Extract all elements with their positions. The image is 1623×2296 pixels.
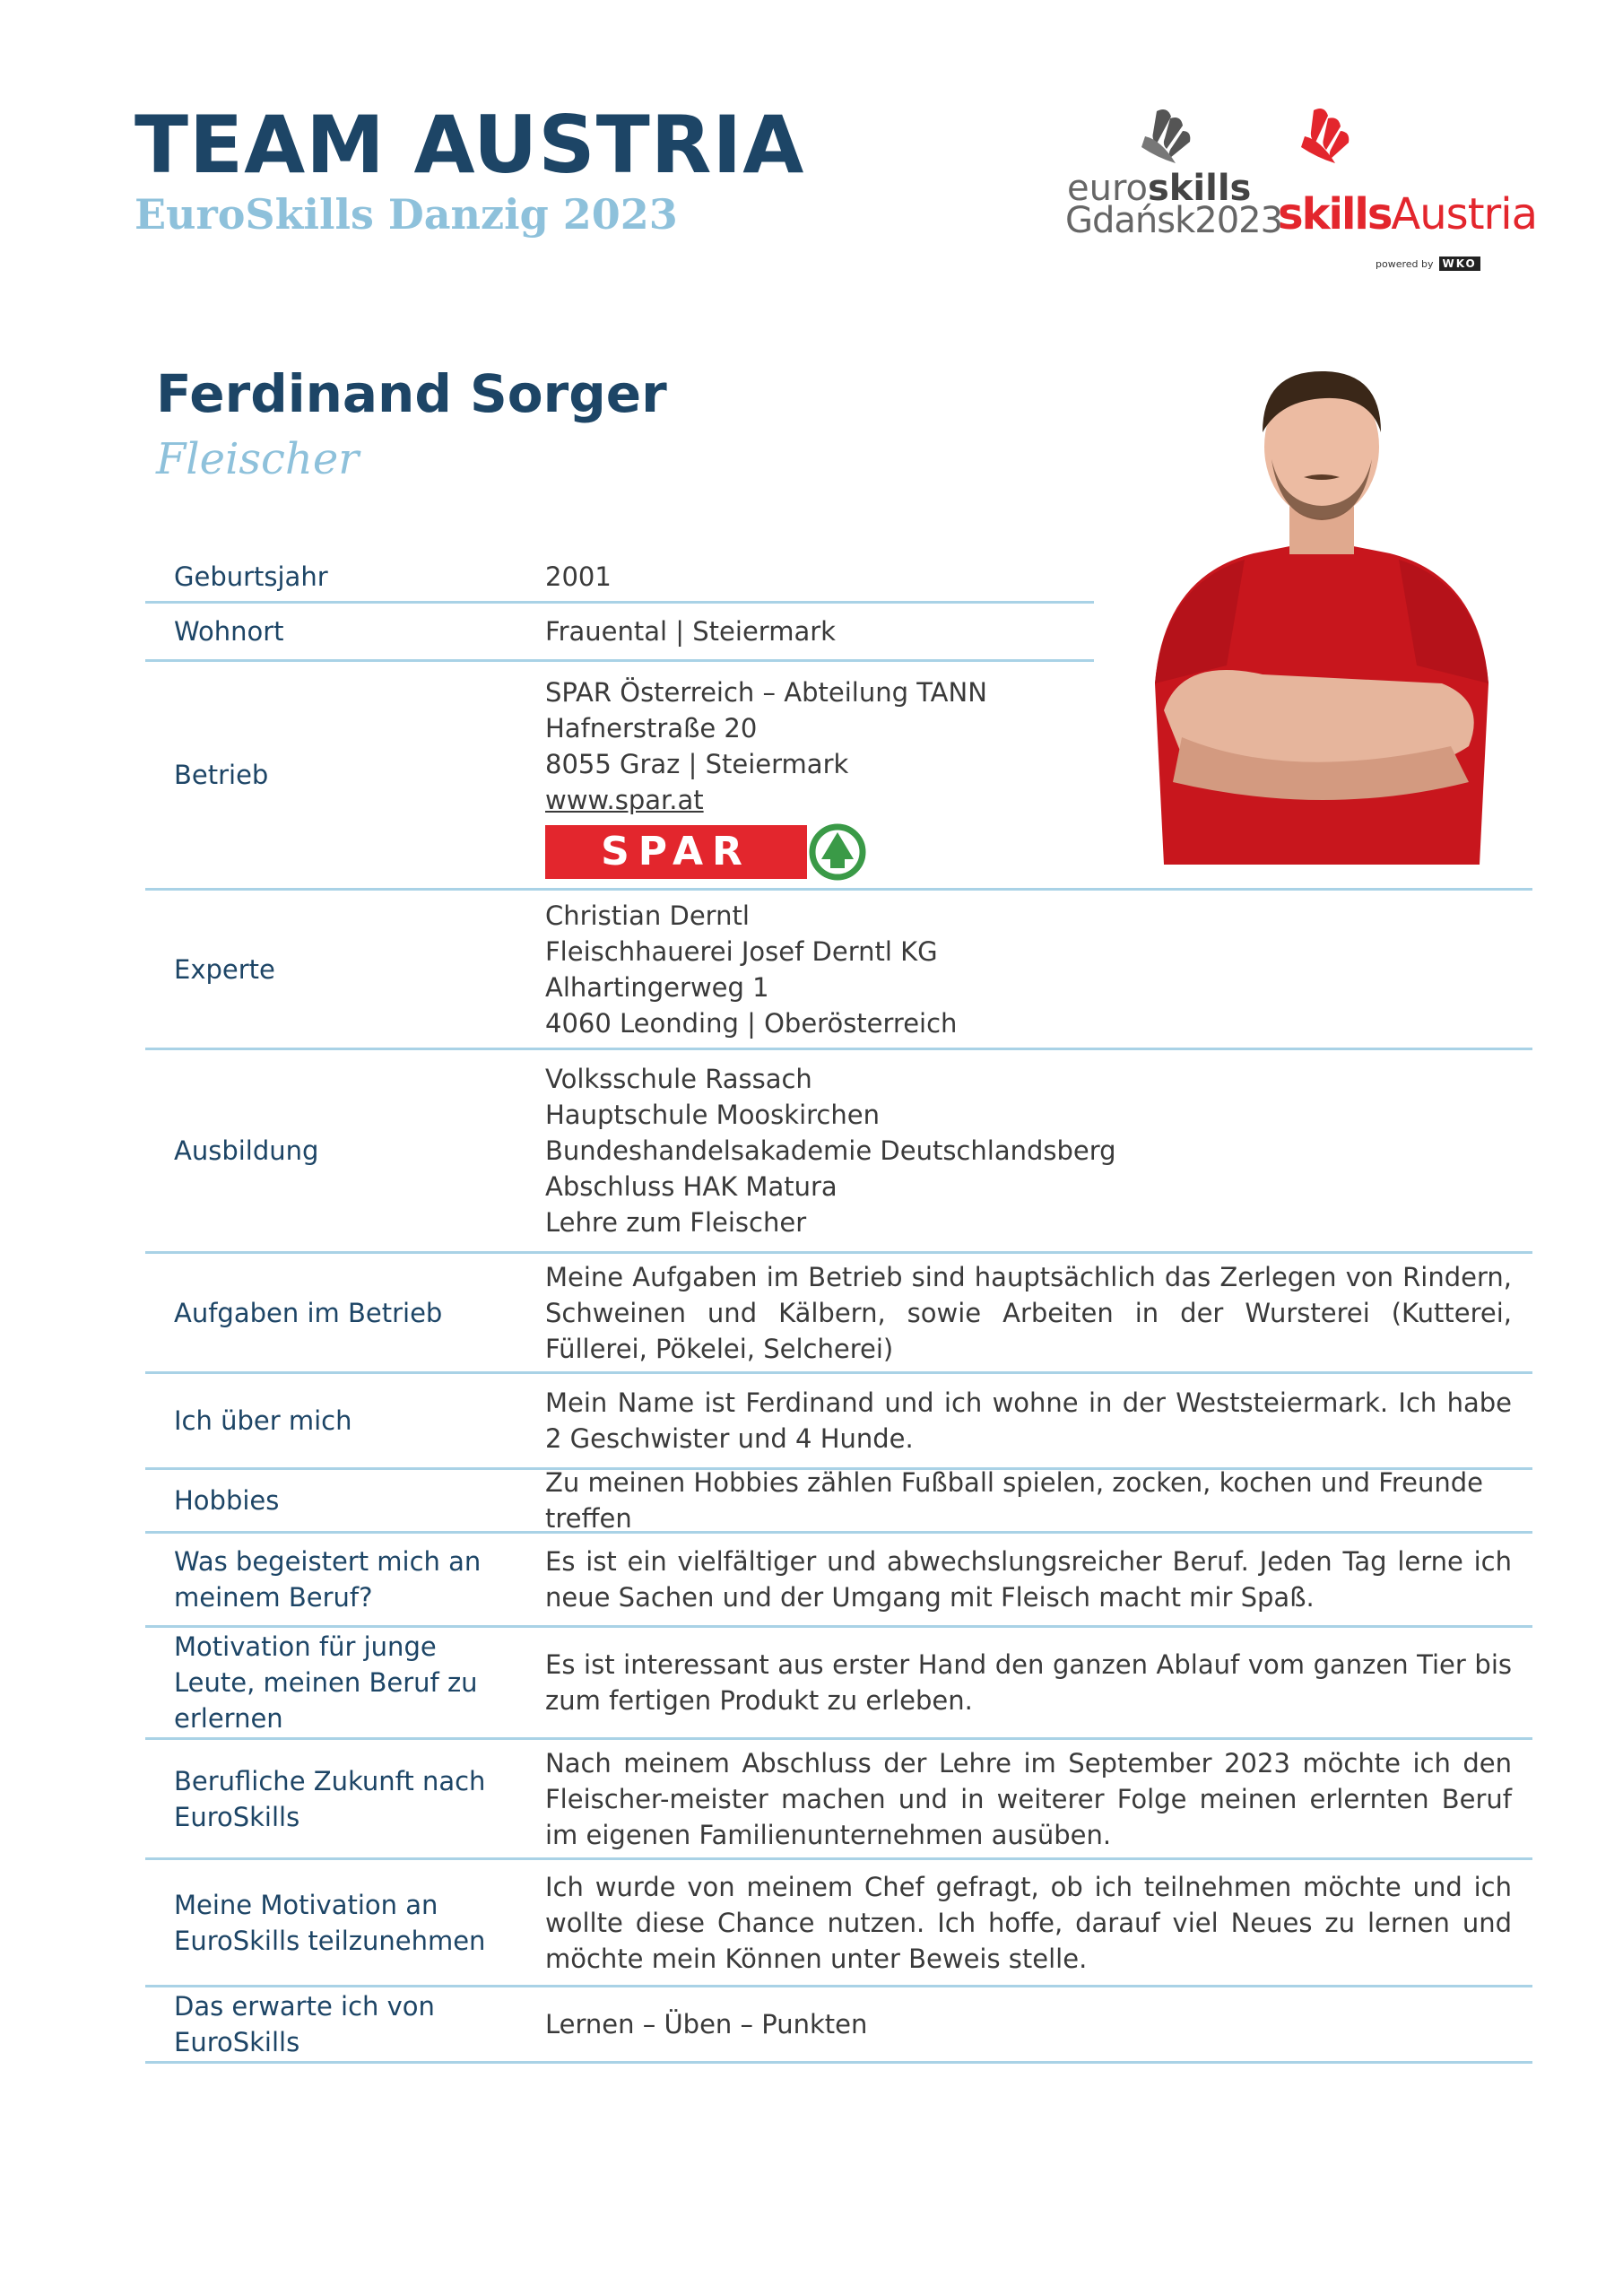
label-zukunft: Berufliche Zukunft nach EuroSkills: [174, 1765, 486, 1832]
value-experte: [545, 891, 1512, 1048]
label-motivation-junge: Motivation für junge Leute, meinen Beruf zu erlernen: [174, 1631, 478, 1734]
ausbildung-line: Volksschule Rassach: [545, 1064, 812, 1094]
row-hobbies: [145, 1467, 1532, 1534]
row-betrieb: [145, 662, 1532, 891]
ausbildung-line: Lehre zum Fleischer: [545, 1207, 807, 1238]
label-wohnort: Wohnort: [174, 616, 284, 647]
label-motivation-teilnahme: Meine Motivation an EuroSkills teilzunehmen: [174, 1889, 486, 1956]
betrieb-line: Hafnerstraße 20: [545, 713, 758, 744]
experte-line: 4060 Leonding | Oberösterreich: [545, 1007, 958, 1039]
experte-line: Christian Derntl: [545, 900, 750, 931]
value-zukunft: Nach meinem Abschluss der Lehre im September 2023 möchte ich den Fleischer-meister machen und in weiterer Folge meinen erlernten Beruf im eigenen Familienunternehmen ausüben.: [545, 1747, 1512, 1850]
label-ausbildung: Ausbildung: [174, 1135, 319, 1166]
spar-logo: [545, 823, 868, 881]
row-zukunft: [145, 1740, 1532, 1860]
ausbildung-line: Abschluss HAK Matura: [545, 1171, 838, 1202]
label-experte: Experte: [174, 953, 275, 985]
row-aufgaben: [145, 1254, 1532, 1374]
event-subtitle: EuroSkills Danzig 2023: [135, 190, 678, 239]
value-motivation-teilnahme: Ich wurde von meinem Chef gefragt, ob ich teilnehmen möchte und ich wollte diese Chance nutzen. Ich hoffe, darauf viel Neues zu lernen und möchte mein Können unter Beweis stelle.: [545, 1871, 1512, 1974]
person-name: Ferdinand Sorger: [156, 363, 667, 424]
label-hobbies: Hobbies: [174, 1485, 280, 1516]
value-erwartung: Lernen – Üben – Punkten: [545, 2009, 868, 2039]
label-erwartung: Das erwarte ich von EuroSkills: [174, 1991, 435, 2057]
skillsaustria-logo-text: skillsAustria: [1278, 189, 1537, 239]
row-ausbildung: [145, 1050, 1532, 1254]
powered-by: powered by WKO: [1376, 257, 1480, 271]
ausbildung-line: Hauptschule Mooskirchen: [545, 1100, 880, 1130]
value-hobbies: Zu meinen Hobbies zählen Fußball spielen, zocken, kochen und Freunde treffen: [545, 1467, 1483, 1534]
experte-line: Fleischhauerei Josef Derntl KG: [545, 935, 938, 967]
value-wohnort: Frauental | Steiermark: [545, 616, 836, 647]
row-experte: [145, 891, 1532, 1050]
euroskills-logo-city: Gdańsk2023: [1065, 200, 1283, 241]
value-ausbildung: [545, 1050, 1512, 1251]
spar-logo-text: SPAR: [601, 829, 751, 874]
value-begeistert: Es ist ein vielfältiger und abwechslungsreicher Beruf. Jeden Tag lerne ich neue Sachen und der Umgang mit Fleisch macht mir Spaß.: [545, 1546, 1512, 1613]
value-aufgaben: Meine Aufgaben im Betrieb sind hauptsächlich das Zerlegen von Rindern, Schweinen und Kälbern, sowie Arbeiten in der Wursterei (Kutterei, Füllerei, Pökelei, Selcherei): [545, 1261, 1512, 1364]
value-betrieb: [545, 662, 1512, 888]
row-geburtsjahr: [145, 552, 1094, 604]
person-profession: Fleischer: [156, 434, 360, 484]
ausbildung-line: Bundeshandelsakademie Deutschlandsberg: [545, 1135, 1116, 1166]
betrieb-line: SPAR Österreich – Abteilung TANN: [545, 677, 987, 708]
experte-line: Alhartingerweg 1: [545, 971, 769, 1003]
row-motivation-teilnahme: [145, 1860, 1532, 1987]
label-begeistert: Was begeistert mich an meinem Beruf?: [174, 1546, 482, 1613]
wko-logo: WKO: [1439, 257, 1480, 271]
row-ueber-mich: [145, 1374, 1532, 1470]
value-motivation-junge: Es ist interessant aus erster Hand den ganzen Ablauf vom ganzen Tier bis zum fertigen Produkt zu erleben.: [545, 1649, 1512, 1716]
row-erwartung: [145, 1987, 1532, 2064]
row-begeistert: [145, 1534, 1532, 1628]
team-title: TEAM AUSTRIA: [135, 99, 805, 191]
label-geburtsjahr: Geburtsjahr: [174, 561, 328, 592]
betrieb-line: 8055 Graz | Steiermark: [545, 749, 849, 779]
label-aufgaben: Aufgaben im Betrieb: [174, 1297, 443, 1328]
row-wohnort: [145, 604, 1094, 662]
betrieb-website-link[interactable]: www.spar.at: [545, 785, 704, 815]
value-geburtsjahr: 2001: [545, 561, 612, 592]
euroskills-logo-text: euroskills: [1067, 168, 1252, 209]
label-betrieb: Betrieb: [174, 760, 269, 790]
label-ueber-mich: Ich über mich: [174, 1405, 352, 1436]
row-motivation-junge: [145, 1628, 1532, 1740]
value-ueber-mich: Mein Name ist Ferdinand und ich wohne in der Weststeiermark. Ich habe 2 Geschwister und 4 Hunde.: [545, 1387, 1512, 1454]
